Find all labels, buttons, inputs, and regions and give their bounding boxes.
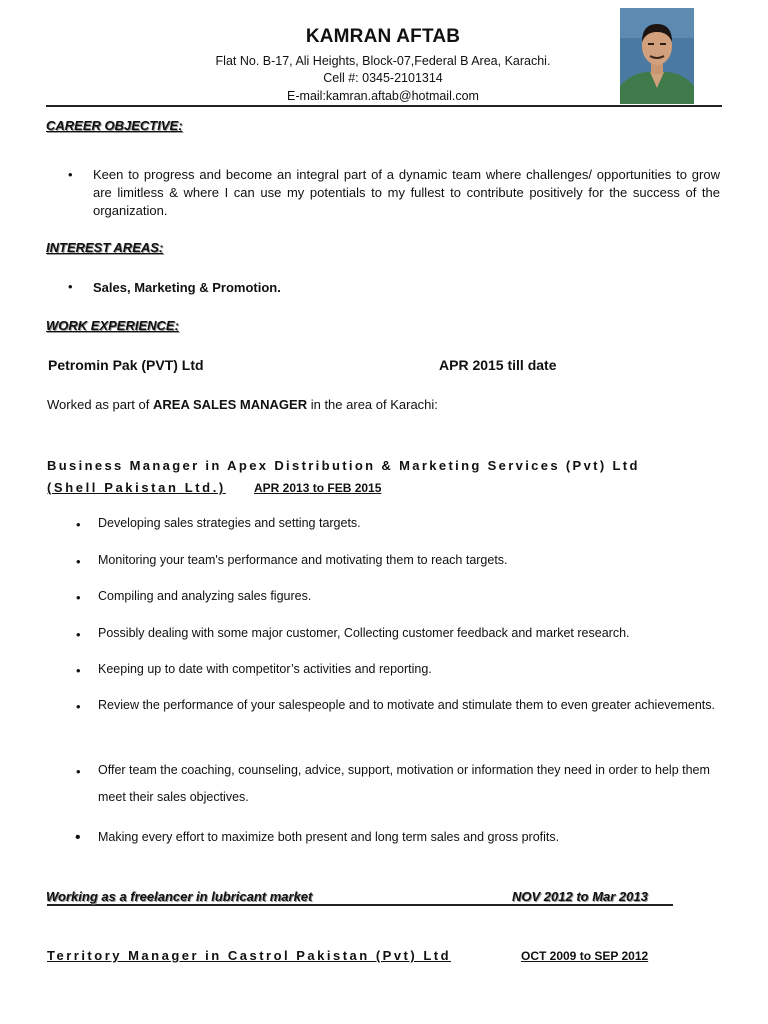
job1-desc-prefix: Worked as part of — [47, 397, 150, 412]
interest-item: Sales, Marketing & Promotion. — [93, 280, 281, 295]
duty-bullet: • — [76, 699, 81, 714]
interest-areas-heading: INTEREST AREAS: — [46, 240, 164, 255]
work-experience-heading: WORK EXPERIENCE: — [46, 318, 179, 333]
duty-item: Developing sales strategies and setting targets. — [98, 516, 361, 530]
header-divider — [46, 105, 722, 107]
career-objective-text: Keen to progress and become an integral part of a dynamic team where challenges/ opportunities to grow are limitless & where I can use my potentials to my fullest to contribute positively for the success of the organization. — [93, 167, 720, 218]
duty-item: Compiling and analyzing sales figures. — [98, 589, 312, 603]
job1-description — [47, 397, 438, 412]
cell-number: Cell #: 0345-2101314 — [323, 71, 443, 85]
duty-bullet: • — [76, 627, 81, 642]
job2-title-line1: Business Manager in Apex Distribution & Marketing Services (Pvt) Ltd — [47, 458, 640, 473]
duty-bullet: • — [76, 554, 81, 569]
profile-photo — [620, 8, 694, 104]
candidate-name: KAMRAN AFTAB — [305, 26, 461, 47]
career-objective-bullet: • — [68, 167, 73, 182]
duty-bullet: • — [76, 663, 81, 678]
duty-item: Monitoring your team's performance and motivating them to reach targets. — [98, 553, 508, 567]
job2-title-line2: (Shell Pakistan Ltd.) — [47, 480, 226, 495]
email: E-mail:kamran.aftab@hotmail.com — [287, 89, 479, 103]
job3-title: Working as a freelancer in lubricant market — [46, 889, 313, 904]
job1-date: APR 2015 till date — [439, 357, 557, 373]
job1-desc-suffix: in the area of Karachi: — [310, 397, 438, 412]
job1-role: AREA SALES MANAGER — [153, 397, 308, 412]
duty-item: Making every effort to maximize both present and long term sales and gross profits. — [98, 830, 560, 844]
job1-company: Petromin Pak (PVT) Ltd — [48, 357, 204, 373]
duty-bullet: • — [76, 590, 81, 605]
duty-item: Offer team the coaching, counseling, advice, support, motivation or information they need in order to help them meet their sales objectives. — [98, 763, 710, 804]
career-objective-heading: CAREER OBJECTIVE: — [46, 118, 183, 133]
address: Flat No. B-17, Ali Heights, Block-07,Federal B Area, Karachi. — [215, 54, 551, 68]
profile-photo-image — [620, 8, 694, 104]
job3-date: NOV 2012 to Mar 2013 — [512, 889, 648, 904]
duty-item: Review the performance of your salespeople and to motivate and stimulate them to even greater achievements. — [98, 698, 716, 712]
duty-item: Possibly dealing with some major customer, Collecting customer feedback and market research. — [98, 626, 630, 640]
job4-title: Territory Manager in Castrol Pakistan (Pvt) Ltd — [47, 948, 452, 963]
job4-date: OCT 2009 to SEP 2012 — [521, 949, 649, 963]
job2-date: APR 2013 to FEB 2015 — [254, 481, 382, 495]
duty-bullet: • — [76, 517, 81, 532]
duty-item: Keeping up to date with competitor’s activities and reporting. — [98, 662, 432, 676]
interest-bullet: • — [68, 279, 73, 294]
duty-bullet: • — [75, 829, 81, 846]
duty-bullet: • — [76, 764, 81, 779]
